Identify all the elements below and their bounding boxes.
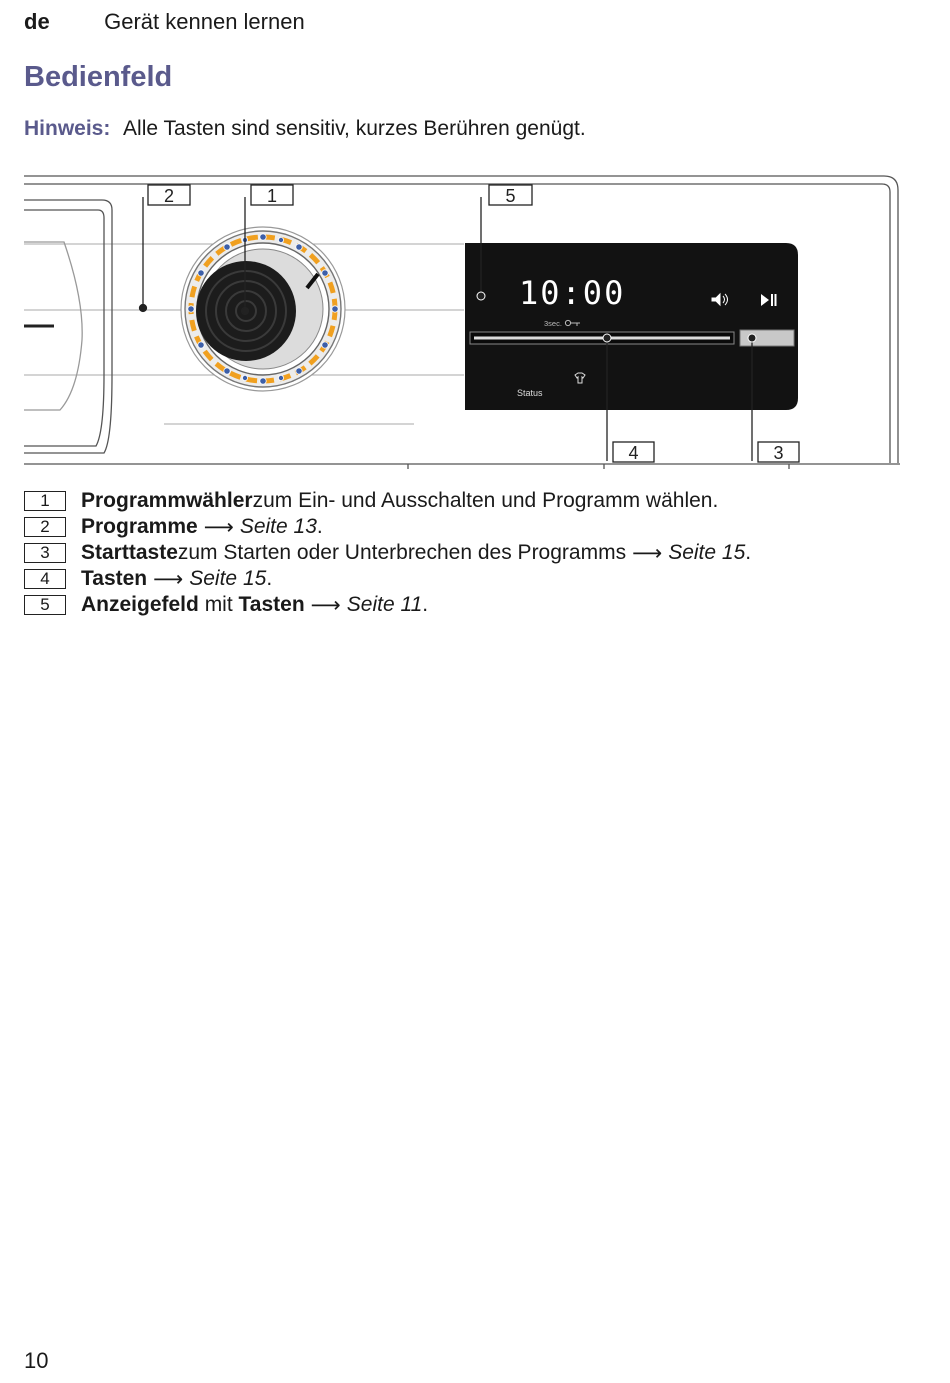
page-header (24, 9, 305, 35)
legend-end: . (316, 515, 323, 538)
legend-term-secondary: Tasten (238, 593, 305, 616)
control-panel-figure (24, 170, 904, 472)
legend-list (24, 488, 751, 618)
hint-label: Hinweis: (24, 117, 111, 140)
page-reference-link[interactable]: Seite 15 (668, 541, 746, 564)
callout-3 (758, 442, 799, 463)
legend-end: . (266, 567, 273, 590)
legend-term: Anzeigefeld (81, 593, 199, 616)
page-title: Bedienfeld (24, 61, 173, 93)
lock-label: 3sec. (544, 319, 562, 328)
legend-text: zum Starten oder Unterbrechen des Programms (177, 541, 627, 564)
legend-term: Programmwähler (81, 489, 253, 512)
legend-number: 4 (24, 569, 66, 589)
hint-note (24, 117, 586, 141)
callout-4 (613, 442, 654, 463)
legend-term: Programme (81, 515, 198, 538)
svg-text:2: 2 (163, 186, 175, 206)
reference-arrow: ⟶ (310, 593, 341, 617)
page-reference-link[interactable]: Seite 11 (346, 593, 423, 616)
page-number: 10 (24, 1348, 49, 1373)
legend-item (24, 514, 751, 540)
legend-number: 2 (24, 517, 66, 537)
section-title: Gerät kennen lernen (104, 9, 305, 34)
svg-text:3: 3 (773, 443, 784, 463)
door-handle (24, 200, 112, 453)
svg-text:4: 4 (628, 443, 639, 463)
status-label: Status (517, 388, 543, 398)
language-code: de (24, 9, 50, 34)
reference-arrow: ⟶ (632, 541, 663, 565)
reference-arrow: ⟶ (203, 515, 234, 539)
legend-number: 5 (24, 595, 66, 615)
legend-item (24, 566, 751, 592)
callout-2 (148, 185, 190, 206)
page-reference-link[interactable]: Seite 15 (189, 567, 267, 590)
display-panel (465, 243, 798, 410)
hint-text: Alle Tasten sind sensitiv, kurzes Berühren genügt. (123, 117, 586, 140)
page-reference-link[interactable]: Seite 13 (239, 515, 317, 538)
svg-text:5: 5 (505, 186, 516, 206)
legend-term: Tasten (81, 567, 148, 590)
legend-number: 3 (24, 543, 66, 563)
legend-end: . (745, 541, 752, 564)
callout-5 (489, 185, 532, 206)
legend-end: . (422, 593, 429, 616)
legend-text: mit (198, 593, 239, 616)
legend-item (24, 540, 751, 566)
legend-item (24, 488, 751, 514)
display-time: 10:00 (519, 274, 626, 312)
programme-dial (181, 227, 345, 391)
callout-1 (251, 185, 293, 206)
legend-number: 1 (24, 491, 66, 511)
reference-arrow: ⟶ (153, 567, 184, 591)
control-panel-illustration (24, 170, 904, 472)
legend-term: Starttaste (81, 541, 178, 564)
legend-item (24, 592, 751, 618)
touch-slider[interactable] (470, 332, 734, 344)
legend-text: zum Ein- und Ausschalten und Programm wählen. (252, 489, 719, 512)
svg-text:1: 1 (266, 186, 278, 206)
